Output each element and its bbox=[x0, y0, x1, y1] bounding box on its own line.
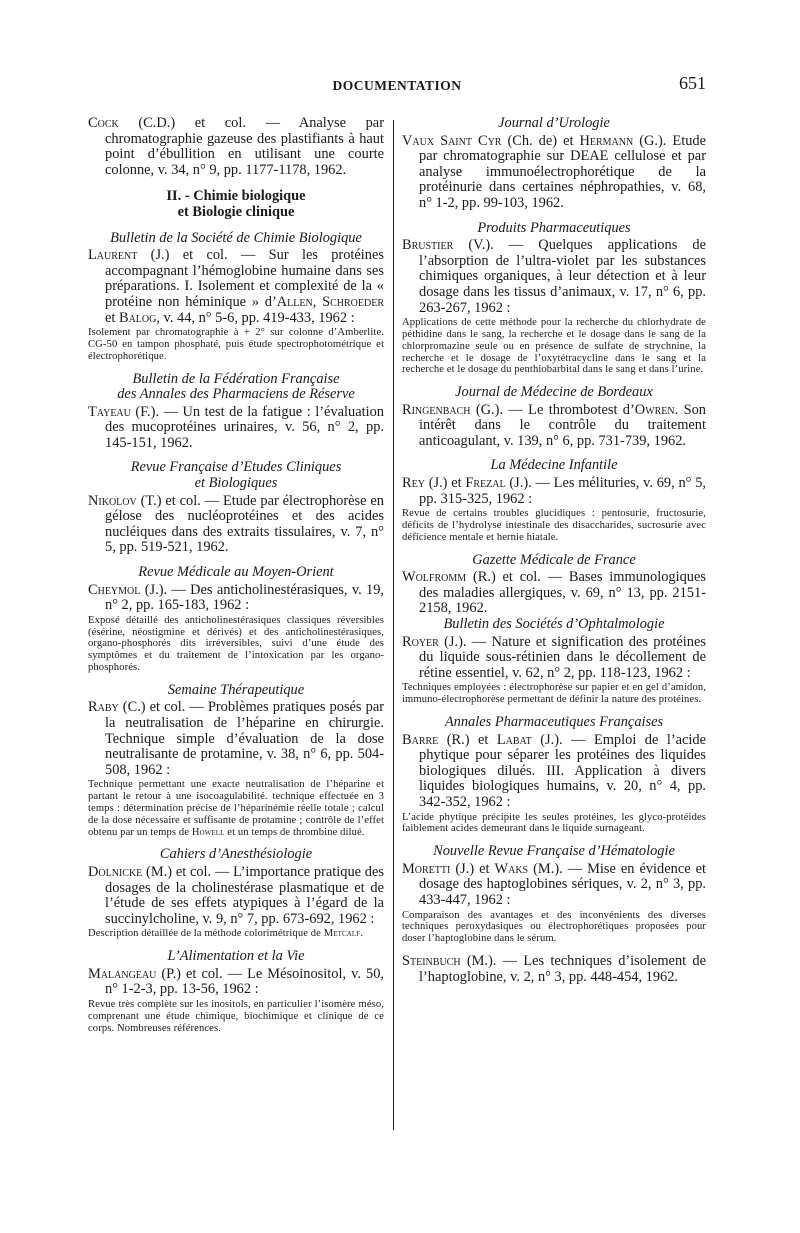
abstract-note: Revue de certains troubles glucidiques : pentosurie, fructosurie, déficits de l’hydrolyse intestinale des disaccharides, sucrosurie avec déficience mentale et hernie hiatale. bbox=[402, 508, 706, 543]
bibliography-entry bbox=[402, 570, 706, 617]
journal-title bbox=[88, 460, 384, 491]
entry-text: (J.) et col. — Sur les protéines accompagnant l’hémoglobine humaine dans ses préparations. I. Isolement et complexité de la « protéine non héminique » d’ bbox=[105, 247, 384, 310]
entry-text: (C.) et col. — Problèmes pratiques posés par la neutralisation de l’héparine en chirurgie. Technique simple d’évaluation de la dose neutralisante de protamine, v. 38, n° 6, pp. 504-508, 1962 : bbox=[105, 699, 384, 778]
author-name: Cock bbox=[88, 115, 119, 131]
author-name: Nikolov bbox=[88, 492, 137, 509]
entry-text: (V.). — Quelques applications de l’absorption de l’ultra-violet par les substances chimiques organiques, à leur détection et à leur dosage dans les tissus d’animaux, v. 17, n° 6, pp. 263-267, 1962 : bbox=[419, 237, 706, 316]
author-name: Vaux Saint Cyr bbox=[402, 132, 502, 149]
bibliography-entry bbox=[88, 494, 384, 556]
entry-text: (M.) et col. — L’importance pratique des dosages de la cholinestérase plasmatique et de l’étude de ses effets atypiques à l’égard de la succinylcholine, v. 9, n° 7, pp. 673-692, 1962 : bbox=[105, 863, 384, 927]
entry-text: (T.) et col. — Etude par électrophorèse en gélose des nucléoprotéines et des acides nucléiques dans des extraits tissulaires, v. 7, n° 5, pp. 519-521, 1962. bbox=[105, 492, 384, 556]
journal-title: Annales Pharmaceutiques Françaises bbox=[444, 714, 664, 730]
column-divider bbox=[393, 120, 394, 1130]
bibliography-entry bbox=[402, 954, 706, 985]
author-name: Dolnicke bbox=[88, 863, 143, 880]
bibliography-entry bbox=[88, 865, 384, 927]
author-name: Steinbuch bbox=[402, 952, 461, 969]
page-number: 651 bbox=[679, 73, 706, 93]
author-name: Royer bbox=[402, 633, 439, 650]
abstract-note: Techniques employées : électrophorèse sur papier et en gel d’amidon, immuno-électrophorèse permettant de définir la nature des protéines. bbox=[402, 682, 706, 706]
note-text: Technique permettant une exacte neutralisation de l’héparine et partant le retour à une isocoagulabilité. technique effectuée en 3 temps : détermination précise de l’héparinémie réelle totale ; calcul de la dose nécessaire et suffisante de protamine ; contrôle de l’effet obtenu par un temps de bbox=[88, 779, 384, 838]
note-text: . bbox=[360, 928, 364, 940]
author-name: Brustier bbox=[402, 237, 454, 254]
bibliography-entry bbox=[402, 476, 706, 507]
author-name: Cheymol bbox=[88, 581, 141, 598]
entry-text: (C.D.) et col. — Analyse par chromatographie gazeuse des plastifiants à haut point d’ébullition en utilisant une courte colonne, v. 34, n° 9, pp. 1177-1178, 1962. bbox=[105, 115, 384, 178]
right-column bbox=[402, 116, 706, 985]
cited-name: Howell bbox=[191, 826, 225, 838]
abstract-note: L’acide phytique précipite les seules protéines, les glyco-protéides faiblement acides demeurant dans le liquide surnageant. bbox=[402, 811, 706, 835]
abstract-note: Comparaison des avantages et des inconvénients des diverses techniques peroxydasiques ou électrophorétiques proposées pour doser l’haptoglobine dans le sérum. bbox=[402, 909, 706, 945]
entry-text: (J.). — Emploi de l’acide phytique pour séparer les protéines des liquides biologiques dilués. III. Application à divers liquides biologiques humains, v. 20, n° 4, pp. 342-352, 1962 : bbox=[419, 731, 706, 810]
bibliography-entry bbox=[88, 583, 384, 614]
entry-text: (G.). Etude par chromatographie sur DEAE cellulose et par analyse immunoélectrophorétique de la protéinurie dans certaines néphropathies, v. 68, n° 1-2, pp. 99-103, 1962. bbox=[419, 132, 706, 211]
author-name: Hermann bbox=[579, 132, 634, 149]
author-name: Ringenbach bbox=[402, 401, 471, 418]
journal-title: Produits Pharmaceutiques bbox=[477, 219, 631, 236]
entry-text: (M.). — Mise en évidence et dosage des haptoglobines sériques, v. 2, n° 3, pp. 433-447, 1962 : bbox=[419, 860, 706, 908]
running-header bbox=[88, 73, 706, 102]
bibliography-entry bbox=[402, 733, 706, 811]
abstract-note bbox=[88, 928, 384, 940]
bibliography-entry bbox=[402, 635, 706, 682]
journal-title: L’Alimentation et la Vie bbox=[167, 948, 305, 965]
entry-text: , bbox=[312, 293, 323, 310]
abstract-note: Isolement par chromatographie à + 2° sur colonne d’Amberlite. CG-50 en tampon phosphaté, puis étude spectrophotométrique et électrophorétique. bbox=[88, 327, 384, 362]
author-name: Frezal bbox=[465, 475, 506, 492]
entry-text: et bbox=[105, 309, 119, 326]
journal-title: La Médecine Infantile bbox=[490, 457, 618, 474]
entry-text: (J.) et bbox=[424, 475, 466, 492]
abstract-note: Exposé détaillé des anticholinestérasiques classiques réversibles (ésérine, néostigmine et dérivés) et des anticholinestérasiques, organo-phosphorés dits irréversibles, suivi d’une étude des symptômes et du traitement de l’intoxication par les organo-phosphorés. bbox=[88, 614, 384, 674]
journal-title-line: Revue Française d’Etudes Cliniques bbox=[130, 459, 342, 476]
cited-name: Allen bbox=[276, 293, 313, 310]
entry-text: (R.) et col. — Bases immunologiques des maladies allergiques, v. 69, n° 13, pp. 2151-2158, 1962. bbox=[419, 569, 706, 617]
section-heading bbox=[88, 189, 384, 220]
journal-title: Semaine Thérapeutique bbox=[167, 681, 305, 698]
cited-name: Owren bbox=[634, 401, 675, 418]
journal-title: Bulletin de la Société de Chimie Biologique bbox=[110, 229, 362, 246]
bibliography-entry bbox=[402, 403, 706, 450]
note-text: et un temps de thrombine dilué. bbox=[224, 826, 365, 838]
bibliography-entry bbox=[88, 700, 384, 778]
bibliography-entry bbox=[402, 862, 706, 909]
section-heading-line: et Biologie clinique bbox=[177, 203, 295, 220]
journal-title bbox=[88, 372, 384, 403]
abstract-note: Revue très complète sur les inositols, en particulier l’isomère méso, comprenant une étude chimique, biochimique et clinique de ce corps. Nombreuses références. bbox=[88, 998, 384, 1034]
cited-name: Metcalf bbox=[323, 928, 361, 940]
cited-name: Balog bbox=[118, 309, 157, 326]
author-name: Wolfromm bbox=[402, 569, 467, 586]
left-column bbox=[88, 116, 384, 1034]
entry-text: (P.) et col. — Le Mésoinositol, v. 50, n° 1-2-3, pp. 13-56, 1962 : bbox=[105, 965, 384, 998]
cited-name: Schroeder bbox=[322, 293, 384, 310]
bibliography-entry bbox=[88, 405, 384, 452]
bibliography-entry bbox=[88, 967, 384, 998]
section-heading-line: II. - Chimie biologique bbox=[166, 188, 306, 205]
author-name: Laurent bbox=[88, 247, 138, 264]
entry-text: , v. 44, n° 5-6, pp. 419-433, 1962 : bbox=[156, 309, 355, 326]
author-name: Moretti bbox=[402, 860, 451, 877]
note-text: Description détaillée de la méthode colorimétrique de bbox=[88, 928, 324, 940]
entry-text: (G.). — Le thrombotest d’ bbox=[470, 401, 635, 418]
bibliography-entry bbox=[88, 116, 384, 178]
bibliography-entry bbox=[402, 238, 706, 316]
journal-title: Nouvelle Revue Française d’Hématologie bbox=[433, 843, 675, 860]
journal-title: Journal d’Urologie bbox=[498, 115, 610, 131]
entry-text: (R.) et bbox=[438, 731, 497, 748]
journal-title: Revue Médicale au Moyen-Orient bbox=[138, 564, 334, 581]
author-name: Rey bbox=[402, 475, 425, 492]
journal-title: Journal de Médecine de Bordeaux bbox=[455, 384, 653, 401]
entry-text: (Ch. de) et bbox=[501, 132, 580, 149]
author-name: Raby bbox=[88, 699, 119, 716]
abstract-note bbox=[88, 779, 384, 838]
entry-text: (J.). — Nature et signification des protéines du liquide sous-rétinien dans le décollement de rétine essentiel, v. 62, n° 2, pp. 118-123, 1962 : bbox=[419, 633, 706, 681]
bibliography-entry bbox=[402, 134, 706, 212]
journal-title-line: des Annales des Pharmaciens de Réserve bbox=[117, 386, 355, 403]
author-name: Malangeau bbox=[88, 965, 157, 982]
entry-text: . Son intérêt dans le contrôle du traitement anticoagulant, v. 139, n° 6, pp. 731-739, 1962. bbox=[419, 401, 706, 449]
journal-title-line: et Biologiques bbox=[194, 475, 278, 492]
entry-text: (M.). — Les techniques d’isolement de l’haptoglobine, v. 2, n° 3, pp. 448-454, 1962. bbox=[419, 952, 706, 985]
entry-text: (F.). — Un test de la fatigue : l’évaluation des mucoprotéines urinaires, v. 56, n° 2, pp. 145-151, 1962. bbox=[105, 403, 384, 451]
abstract-note: Applications de cette méthode pour la recherche du chlorhydrate de péthidine dans le sang, la recherche et le dosage dans le sang de la chlorpromazine seule ou en présence de sulfate de strychnine, la recherche et le dosage de l’oxytétracycline dans le sang et la recherche et le dosage du penthiobarbital dans le sang et dans l’urine. bbox=[402, 317, 706, 376]
journal-title: Gazette Médicale de France bbox=[472, 551, 636, 568]
author-name: Waks bbox=[494, 860, 529, 877]
entry-text: (J.). — Les mélituries, v. 69, n° 5, pp. 315-325, 1962 : bbox=[419, 475, 706, 507]
entry-text: (J.). — Des anticholinestérasiques, v. 19, n° 2, pp. 165-183, 1962 : bbox=[105, 581, 384, 614]
entry-text: (J.) et bbox=[450, 860, 495, 877]
running-title: DOCUMENTATION bbox=[332, 78, 462, 93]
bibliography-entry bbox=[88, 248, 384, 326]
journal-title: Cahiers d’Anesthésiologie bbox=[159, 846, 313, 863]
journal-title: Bulletin des Sociétés d’Ophtalmologie bbox=[443, 616, 665, 633]
journal-title-line: Bulletin de la Fédération Française bbox=[132, 370, 340, 387]
author-name: Labat bbox=[496, 731, 532, 748]
author-name: Tayeau bbox=[88, 403, 131, 420]
author-name: Barre bbox=[402, 731, 439, 748]
